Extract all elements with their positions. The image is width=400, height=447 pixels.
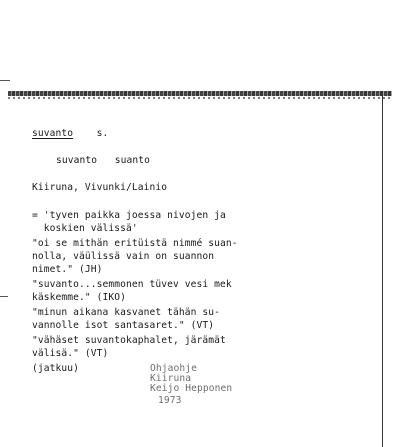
headword-line (32, 128, 108, 140)
part-of-speech: s. (96, 128, 109, 139)
example-line: nimet." (JH) (32, 264, 103, 275)
source-stamp-line: Keijo Hepponen (150, 383, 233, 394)
edge-mark-top (0, 80, 10, 81)
example-line: käskemme." (IKO) (32, 292, 127, 303)
source-stamp-line: Kiiruna (150, 373, 192, 384)
punched-header-band (8, 91, 392, 96)
definition-line: koskien välissä' (32, 223, 138, 234)
example-line: "minun aikana kasvanet tähän su- (32, 307, 221, 318)
right-border-line (382, 92, 383, 447)
example-line: välisä." (VT) (32, 348, 109, 359)
example-line: nolla, väülissä vain on suannon (32, 251, 215, 262)
edge-mark-bottom (0, 296, 8, 297)
variant-forms: suvanto suanto (56, 155, 151, 166)
headword: suvanto (32, 128, 74, 139)
example-line: vannolle isot santasaret." (VT) (32, 320, 215, 331)
continued-note: (jatkuu) (32, 363, 80, 374)
punched-header-band-shadow (8, 97, 392, 99)
place-names: Kiiruna, Vivunki/Lainio (32, 182, 168, 193)
source-stamp-line: Ohjaohje (150, 363, 198, 374)
example-line: "vähäset suvantokaphalet, järämät (32, 335, 226, 346)
source-stamp-line: 1973 (158, 395, 182, 406)
example-line: "oi se mithän eritüistä nimmé suan- (32, 238, 238, 249)
example-line: "suvanto...semmonen tüvev vesi mek (32, 279, 232, 290)
definition-line: = 'tyven paikka joessa nivojen ja (32, 210, 226, 221)
